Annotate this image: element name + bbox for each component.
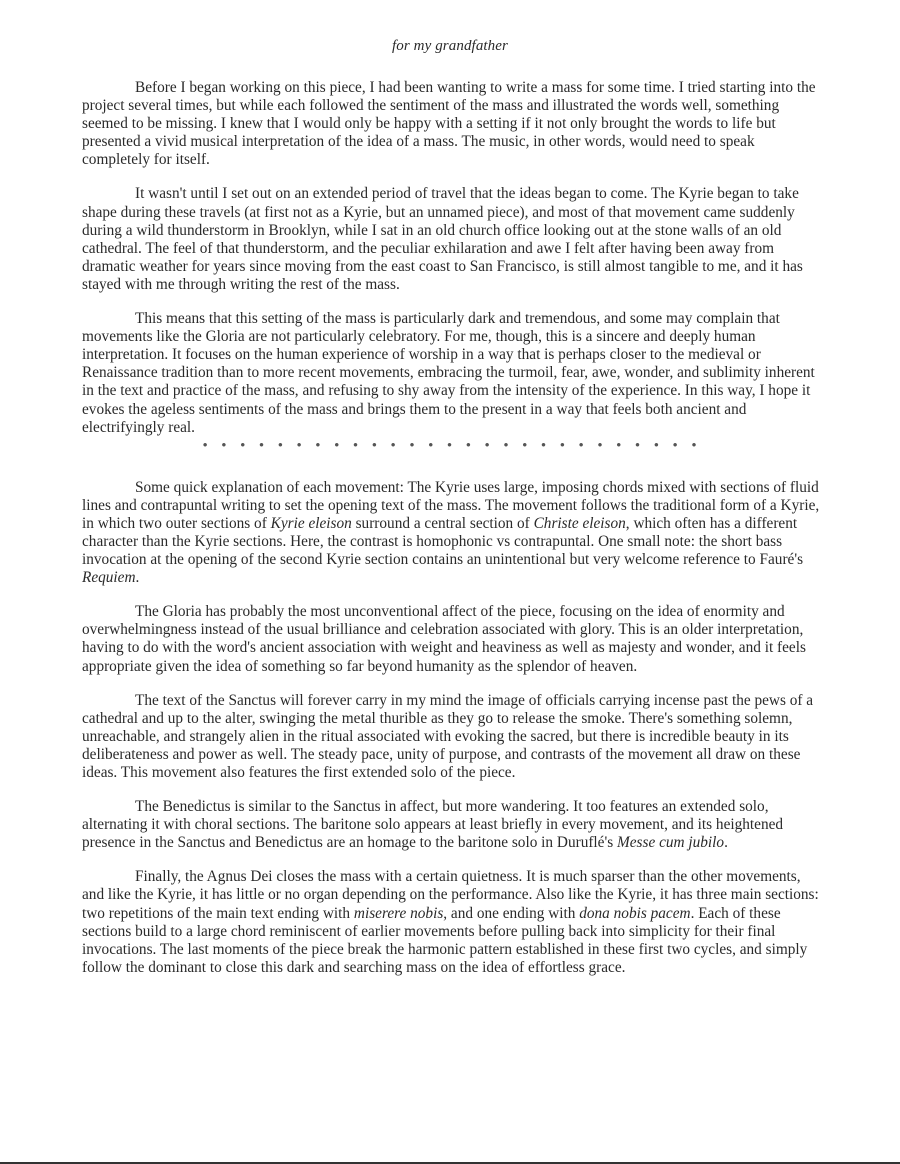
agnus-text-3: . Each of these sections build to a large chord reminiscent of earlier movements before pulling back into simplicity for their final invocations. The last moments of the piece break the harmonic pattern established in these first two cycles, and simply follow the dominant to close this dark and searching mass on the idea of effortless grace.	[82, 904, 808, 976]
kyrie-eleison-term: Kyrie eleison	[270, 514, 352, 532]
agnus-dei-paragraph	[82, 868, 822, 977]
kyrie-text-1: Some quick explanation of each movement: The Kyrie uses large, imposing chords mixed with sections of fluid lines and contrapuntal writing to set the opening text of the mass. The movement follows the traditional form of a Kyrie, in which two outer sections of	[82, 478, 820, 532]
agnus-text-1: Finally, the Agnus Dei closes the mass with a certain quietness. It is much sparser than the other movements, and like the Kyrie, it has little or no organ depending on the performance. Also like the Kyrie, it has three main sections: two repetitions of the main text ending with	[82, 868, 819, 922]
kyrie-text-3: , which often has a different character than the Kyrie sections. Here, the contrast is homophonic vs contrapuntal. One small note: the short bass invocation at the opening of the second Kyrie section contains an unintentional but very welcome reference to Fauré's	[82, 514, 804, 569]
dona-nobis-pacem-term: dona nobis pacem	[579, 904, 691, 922]
agnus-text-2: , and one ending with	[443, 904, 580, 922]
intro-paragraph-3: This means that this setting of the mass is particularly dark and tremendous, and some may complain that movements like the Gloria are not particularly celebratory. For me, though, this is a sincere and deeply human interpretation. It focuses on the human experience of worship in a way that is perhaps closer to the medieval or Renaissance tradition than to more recent movements, embracing the turmoil, fear, awe, wonder, and sublimity inherent in the text and practice of the mass, and refusing to shy away from the intensity of the experience. In this way, I hope it evokes the ageless sentiments of the mass and brings them to the present in a way that feels both ancient and electrifyingly real.	[82, 310, 815, 436]
kyrie-text-2: surround a central section of	[351, 514, 534, 532]
requiem-title: Requiem	[82, 569, 136, 587]
intro-paragraph-1: Before I began working on this piece, I had been wanting to write a mass for some time. I tried starting into the project several times, but while each followed the sentiment of the mass and illustrated the words well, something seemed to be missing. I knew that I would only be happy with a setting if it not only brought the words to life but presented a vivid musical interpretation of the idea of a mass. The music, in other words, would need to speak completely for itself.	[82, 79, 816, 169]
miserere-nobis-term: miserere nobis	[353, 904, 444, 922]
body-text	[82, 79, 822, 977]
benedictus-text-1: The Benedictus is similar to the Sanctus in affect, but more wandering. It too features an extended solo, alternating it with choral sections. The baritone solo appears at least briefly in every movement, and its heightened presence in the Sanctus and Benedictus are an homage to the baritone solo in Duruflé's	[82, 798, 784, 852]
kyrie-paragraph	[82, 479, 822, 588]
messe-cum-jubilo-title: Messe cum jubilo	[617, 834, 725, 852]
gloria-paragraph: The Gloria has probably the most unconventional affect of the piece, focusing on the idea of enormity and overwhelmingness instead of the usual brilliance and celebration associated with glory. This is an older interpretation, having to do with the word's ancient association with weight and heaviness as well as majesty and wonder, and it feels appropriate given the idea of something so far beyond humanity as the splendor of heaven.	[82, 603, 806, 675]
christe-eleison-term: Christe eleison	[533, 514, 626, 532]
intro-paragraph-2: It wasn't until I set out on an extended period of travel that the ideas began to come. The Kyrie began to take shape during these travels (at first not as a Kyrie, but an unnamed piece), and most of that movement came suddenly during a wild thunderstorm in Brooklyn, while I sat in an old church office looking out at the stone walls of an old cathedral. The feel of that thunderstorm, and the peculiar exhilaration and awe I felt after having been away from dramatic weather for years since moving from the east coast to San Francisco, is still almost tangible to me, and it has stayed with me through writing the rest of the mass.	[82, 185, 803, 293]
sanctus-paragraph: The text of the Sanctus will forever carry in my mind the image of officials carrying incense past the pews of a cathedral and up to the alter, swinging the metal thurible as they go to release the smoke. There's something solemn, unreachable, and strangely alien in the ritual associated with evoking the sacred, but there is incredible beauty in its deliberateness and power as well. The steady pace, unity of purpose, and contrasts of the movement all draw on these ideas. This movement also features the first extended solo of the piece.	[82, 691, 814, 781]
kyrie-text-4: .	[135, 569, 140, 587]
benedictus-text-2: .	[724, 834, 728, 852]
benedictus-paragraph	[82, 798, 822, 852]
section-separator: • • • • • • • • • • • • • • • • • • • • • • • • • • •	[202, 437, 702, 454]
dedication: for my grandfather	[392, 38, 508, 54]
